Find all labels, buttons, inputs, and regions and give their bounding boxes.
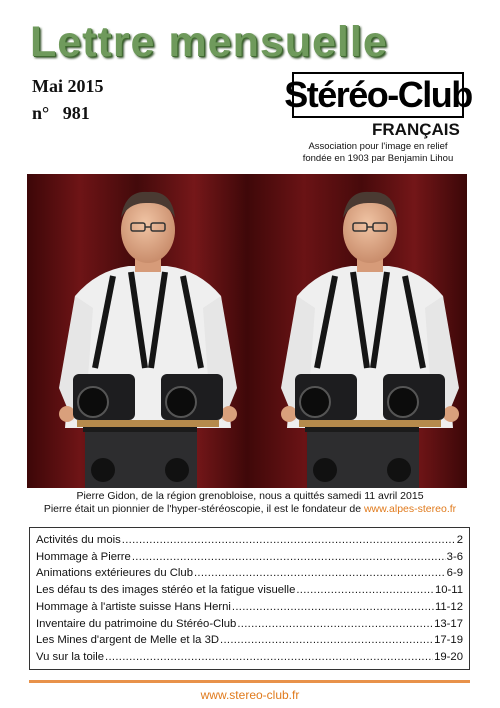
alpes-stereo-link[interactable]: www.alpes-stereo.fr xyxy=(363,503,457,515)
club-country: FRANÇAIS xyxy=(372,120,460,139)
association-line-1: Association pour l'image en relief xyxy=(308,141,448,152)
toc-entry-title: Les défau ts des images stéréo et la fatigue visuelle xyxy=(36,584,296,597)
toc-entry-title: Animations extérieures du Club xyxy=(36,567,193,580)
toc-entry-pages: 19-20 xyxy=(434,650,463,663)
footer-url[interactable]: www.stereo-club.fr xyxy=(200,688,300,702)
issue-number: n° 981 xyxy=(32,103,90,123)
toc-leader xyxy=(105,649,433,666)
toc-entry[interactable] xyxy=(36,649,463,666)
toc-entry-pages: 17-19 xyxy=(434,634,463,647)
stereo-photo-drawing xyxy=(27,174,467,488)
toc-leader xyxy=(296,582,434,599)
toc-entry-title: Les Mines d'argent de Melle et la 3D xyxy=(36,634,220,647)
toc-entry-title: Activités du mois xyxy=(36,534,121,546)
toc-entry[interactable] xyxy=(36,632,463,649)
newsletter-title: Lettre mensuelle xyxy=(30,18,388,66)
toc-entry-pages: 11-12 xyxy=(434,600,463,613)
toc-entry-pages: 10-11 xyxy=(434,584,463,597)
footer-divider xyxy=(29,680,470,683)
photo-caption xyxy=(20,490,480,516)
toc-entry[interactable] xyxy=(36,532,463,549)
issue-month: Mai 2015 xyxy=(32,76,104,96)
toc-entry[interactable] xyxy=(36,582,463,599)
caption-line-2-text: Pierre était un pionnier de l'hyper-stéréoscopie, il est le fondateur de xyxy=(43,503,364,515)
association-description xyxy=(292,141,464,165)
association-line-2: fondée en 1903 par Benjamin Lihou xyxy=(302,153,454,164)
toc-leader xyxy=(237,616,433,633)
toc-leader xyxy=(132,549,446,566)
table-of-contents xyxy=(29,527,470,670)
toc-entry[interactable] xyxy=(36,599,463,616)
toc-entry-title: Inventaire du patrimoine du Stéréo-Club xyxy=(36,617,237,630)
toc-entry-title: Hommage à l'artiste suisse Hans Herni xyxy=(36,600,231,613)
club-logo: Stéréo-Club xyxy=(292,72,464,118)
toc-leader xyxy=(194,565,446,582)
toc-leader xyxy=(220,632,433,649)
toc-entry-pages: 2 xyxy=(456,534,463,546)
toc-leader xyxy=(232,599,434,616)
toc-entry-title: Vu sur la toile xyxy=(36,650,105,663)
caption-line-1: Pierre Gidon, de la région grenobloise, nous a quittés samedi 11 avril 2015 xyxy=(76,490,424,502)
caption-line-2 xyxy=(20,503,480,516)
toc-leader xyxy=(122,532,456,549)
toc-entry-title: Hommage à Pierre xyxy=(36,550,131,563)
toc-entry[interactable] xyxy=(36,565,463,582)
stereo-photo xyxy=(27,174,467,488)
toc-entry[interactable] xyxy=(36,616,463,633)
toc-entry[interactable] xyxy=(36,549,463,566)
toc-entry-pages: 13-17 xyxy=(434,617,463,630)
toc-entry-pages: 6-9 xyxy=(446,567,463,580)
toc-entry-pages: 3-6 xyxy=(446,550,463,563)
